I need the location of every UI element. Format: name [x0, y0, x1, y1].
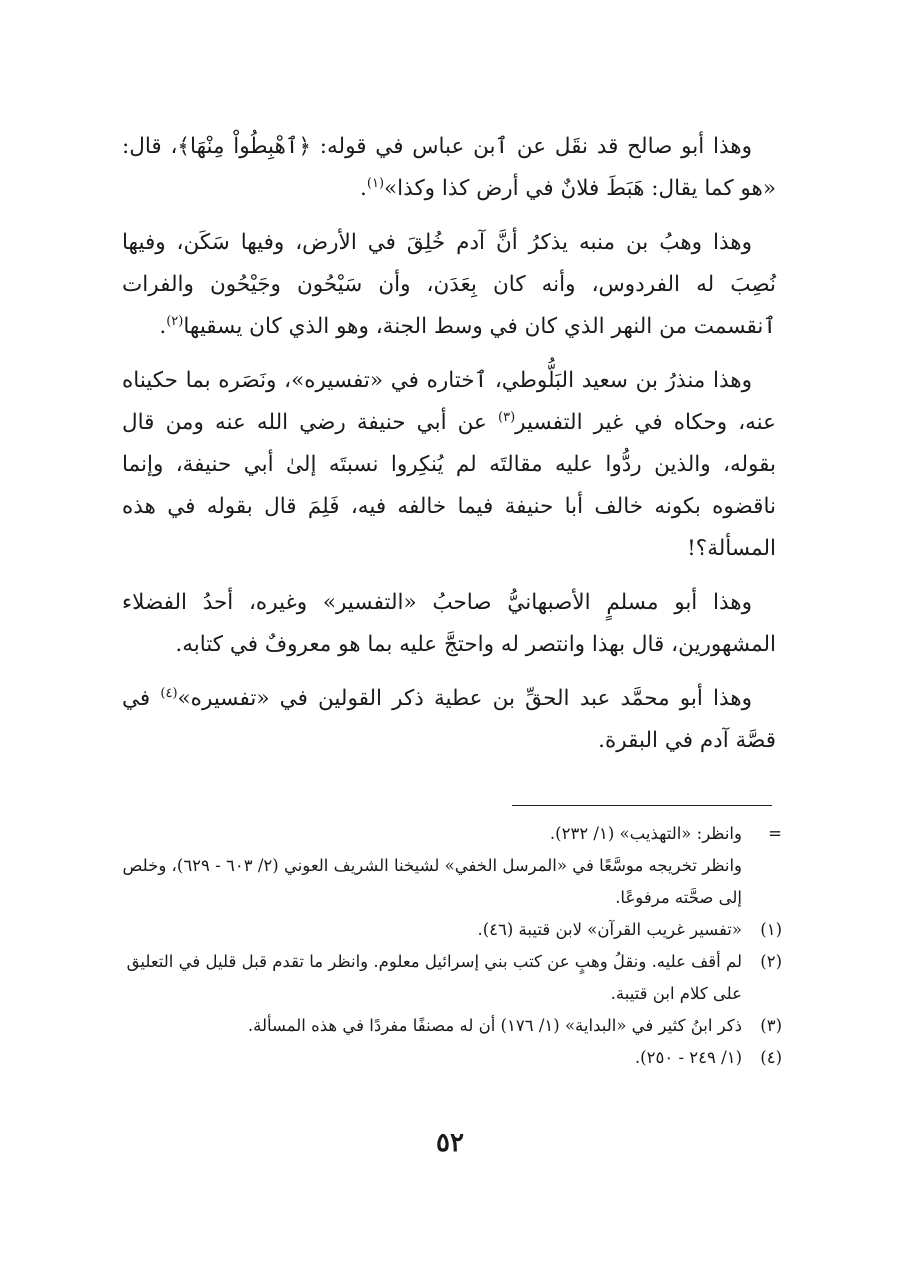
paragraph-text: وهذا أبو محمَّد عبد الحقِّ بن عطية ذكر القولين في «تفسيره» [177, 686, 752, 711]
footnote-marker-2[interactable]: (٢) [166, 313, 184, 329]
paragraph-abu-salih [122, 126, 776, 210]
footnotes [118, 818, 782, 1074]
footnote-marker-1[interactable]: (١) [366, 175, 385, 191]
paragraph-text: وهذا وهبُ بن منبه يذكرُ أنَّ آدم خُلِقَ في الأرض، وفيها سَكَن، وفيها نُصِبَ له الفردوس، وأنه كان بِعَدَن، وأن سَيْحُون وجَيْحُون والفرات ٱنقسمت من النهر الذي كان في وسط الجنة، وهو الذي كان يسقيها [122, 230, 776, 339]
footnote-marker-3[interactable]: (٣) [498, 409, 516, 425]
page-number: ٥٢ [436, 1128, 464, 1158]
paragraph-text: في قصَّة آدم في البقرة. [122, 686, 776, 753]
footnote-item [118, 1042, 782, 1074]
footnote-item [118, 1010, 782, 1042]
paragraph-text: وهذا أبو مسلمٍ الأصبهانيُّ صاحبُ «التفسير» وغيره، أحدُ الفضلاء المشهورين، قال بهذا وانتصر له واحتجَّ عليه بما هو معروفٌ في كتابه. [122, 590, 776, 657]
footnote-item [118, 914, 782, 946]
footnote-number: (١) [760, 920, 782, 939]
footnote-continuation [118, 818, 782, 850]
footnote-continuation-text [118, 850, 782, 914]
paragraph-wahb [122, 222, 776, 348]
sentence-end: . [360, 176, 367, 201]
continuation-mark: = [768, 824, 782, 843]
footnote-text: وانظر تخريجه موسَّعًا في «المرسل الخفي» لشيخنا الشريف العوني (٢/ ٦٠٣ - ٦٢٩)، وخلص إلى صحَّته مرفوعًا. [122, 856, 742, 907]
footnote-item [118, 946, 782, 1010]
sentence-end: . [159, 314, 167, 339]
footnote-divider [512, 805, 772, 806]
paragraph-abu-muslim [122, 582, 776, 666]
paragraph-ibn-atiyya [122, 678, 776, 762]
paragraph-text: وهذا أبو صالح قد نقَل عن ٱبن عباس في قوله: ﴿ٱهْبِطُواْ مِنْهَا﴾، قال: «هو كما يقال: هَبَطَ فلانٌ في أرض كذا وكذا» [122, 134, 776, 201]
paragraph-text: عن أبي حنيفة رضي الله عنه ومن قال بقوله، والذين ردُّوا عليه مقالتَه لم يُنكِروا نسبتَه إلىٰ أبي حنيفة، وإنما ناقضوه بكونه خالف أبا حنيفة فيما خالفه فيه، فَلِمَ قال بقوله في هذه المسألة؟! [122, 410, 776, 561]
footnote-text: (١/ ٢٤٩ - ٢٥٠). [634, 1048, 742, 1067]
footnote-text: لم أقف عليه. ونقلُ وهبٍ عن كتب بني إسرائيل معلوم. وانظر ما تقدم قبل قليل في التعليق على كلام ابن قتيبة. [126, 952, 742, 1003]
paragraph-text: وهذا منذرُ بن سعيد البَلُّوطي، ٱختاره في «تفسيره»، ونَصَره بما حكيناه عنه، وحكاه في غير التفسير [122, 368, 776, 435]
footnote-text: وانظر: «التهذيب» (١/ ٢٣٢). [549, 824, 742, 843]
footnote-number: (٤) [760, 1048, 782, 1067]
main-text [122, 126, 776, 774]
paragraph-mundhir [122, 360, 776, 570]
footnote-number: (٣) [760, 1016, 782, 1035]
footnote-text: «تفسير غريب القرآن» لابن قتيبة (٤٦). [477, 920, 742, 939]
footnote-marker-4[interactable]: (٤) [160, 685, 178, 701]
footnote-text: ذكر ابنُ كثير في «البداية» (١/ ١٧٦) أن له مصنفًا مفردًا في هذه المسألة. [247, 1016, 742, 1035]
footnote-number: (٢) [760, 952, 782, 971]
